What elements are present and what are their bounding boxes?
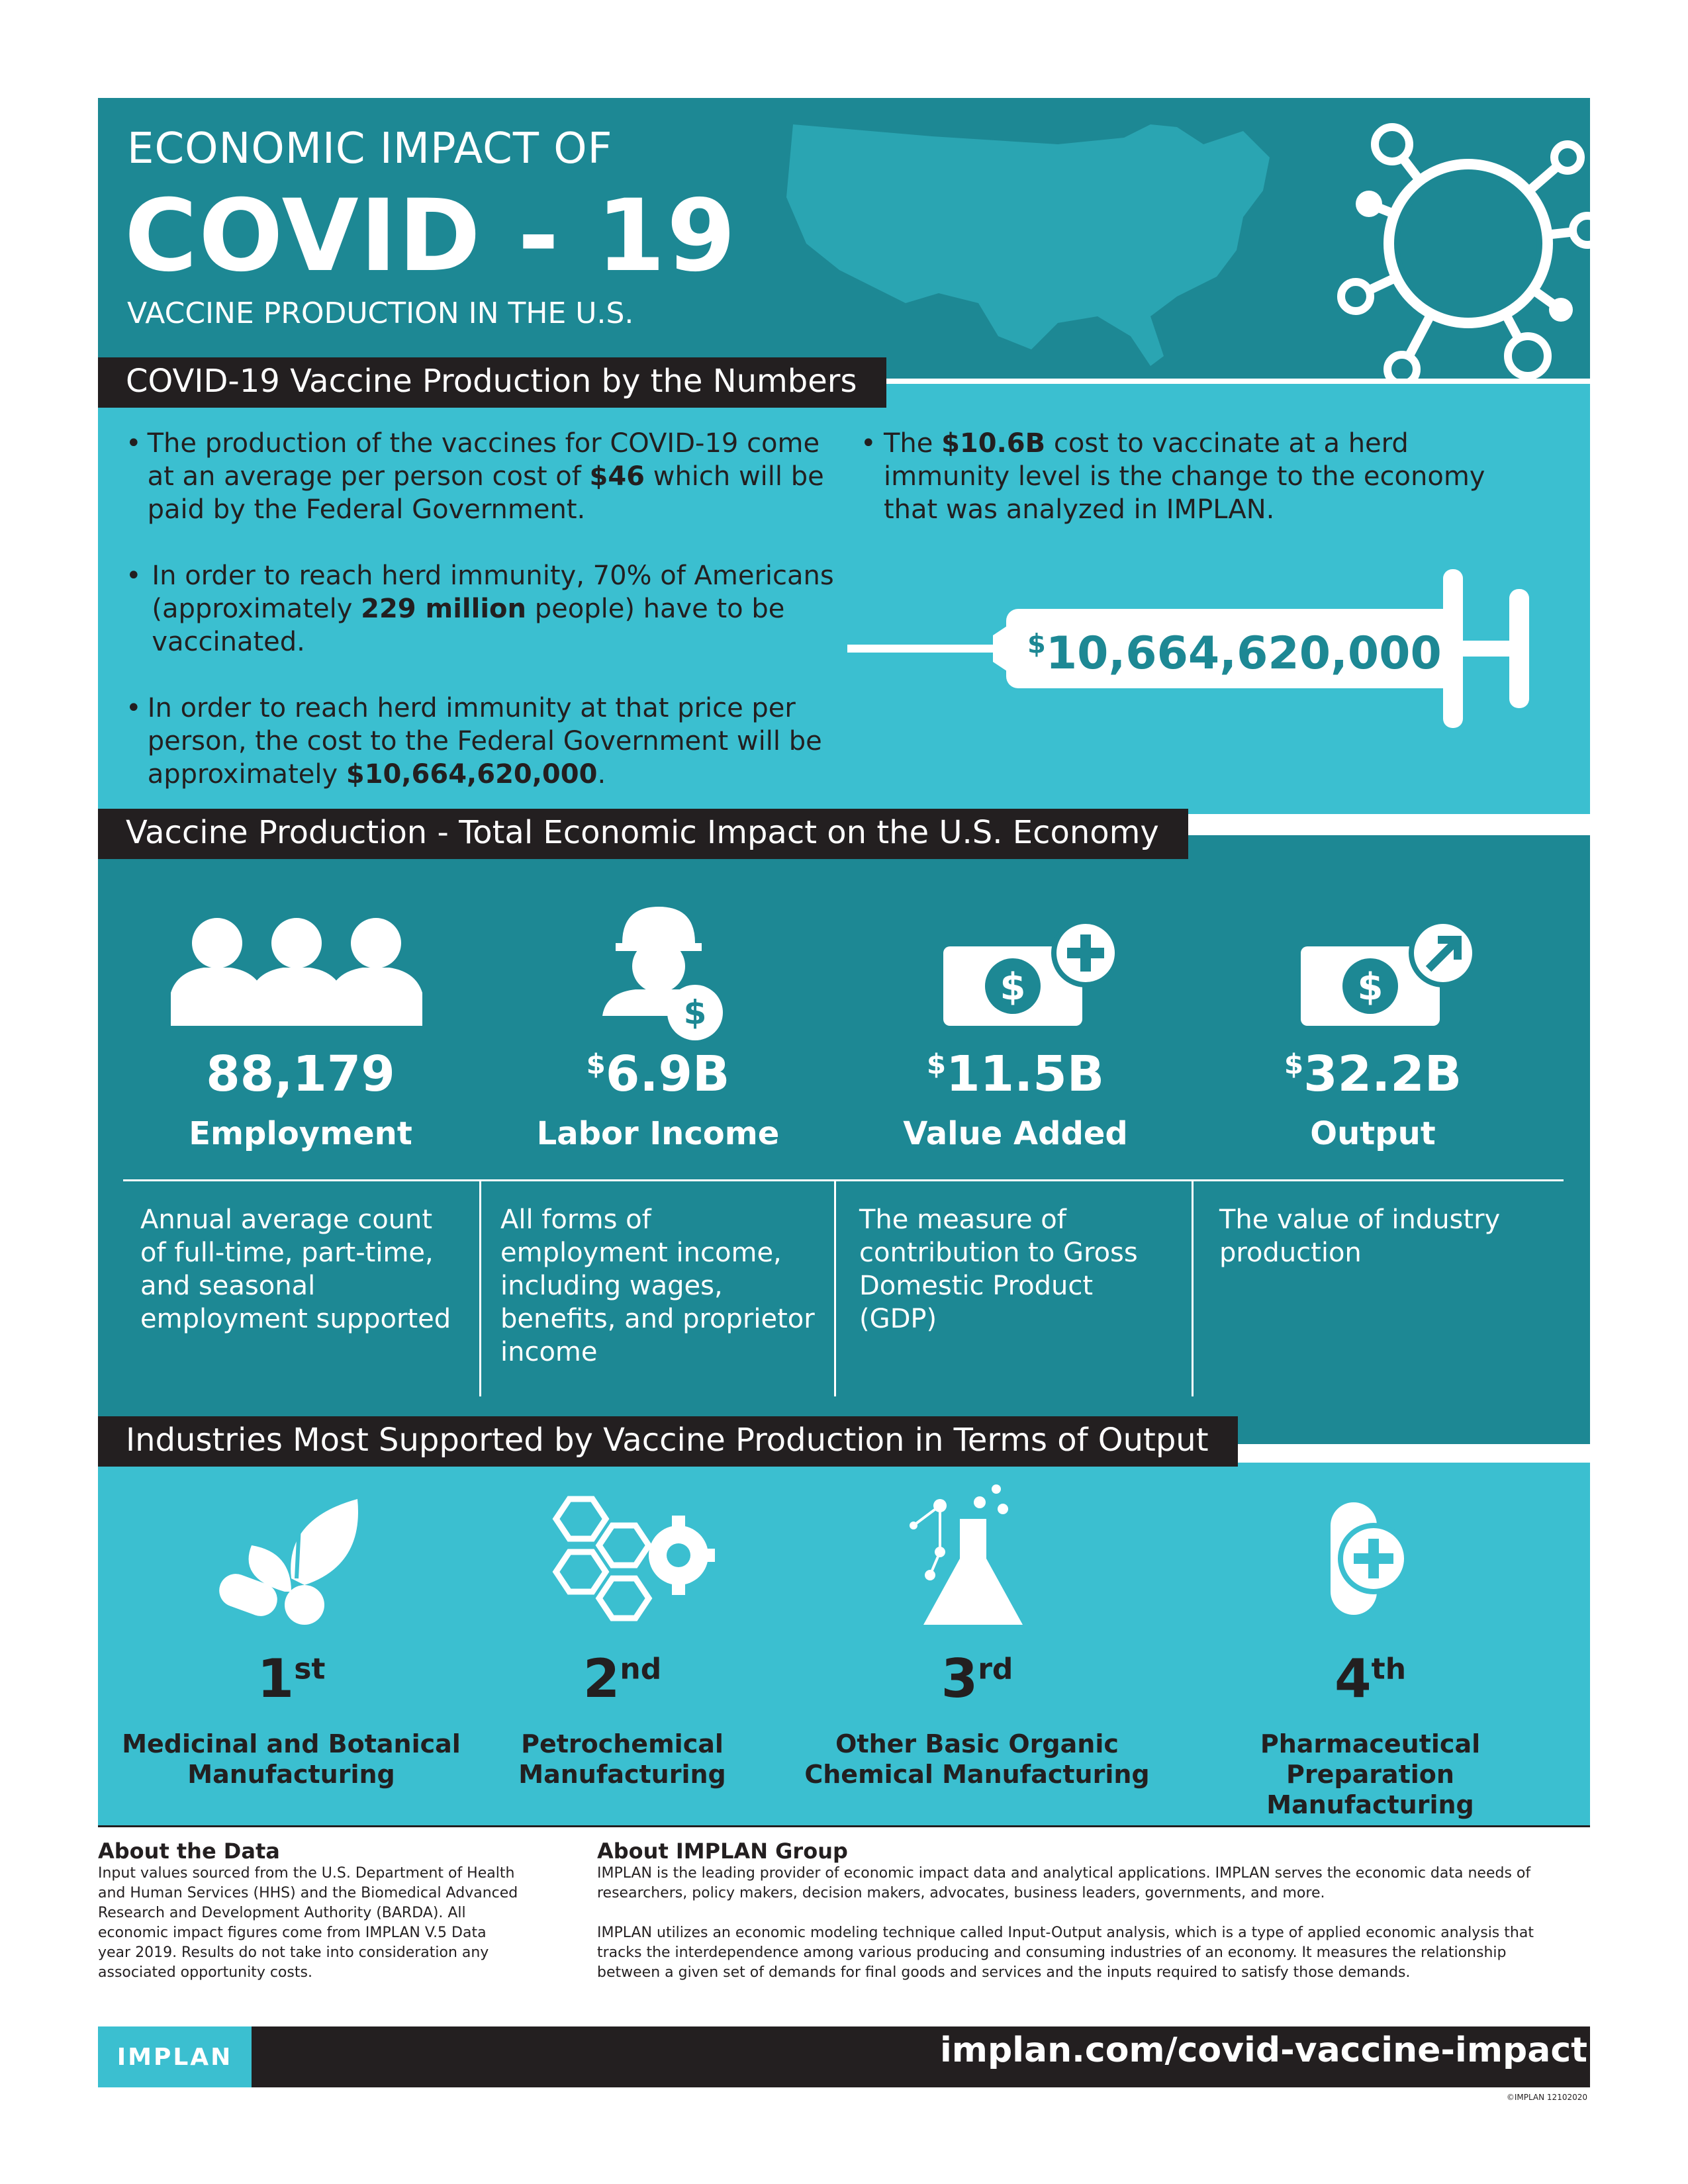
title-line2: COVID - 19 (124, 179, 737, 294)
hexagon-gear-icon (536, 1492, 715, 1625)
industry-name-line: Other Basic Organic (835, 1729, 1119, 1758)
industry-name-2 (437, 1729, 808, 1790)
bullet-bold: $10.6B (941, 428, 1046, 459)
bullet-bold: 229 million (361, 594, 527, 624)
industry-name-4 (1185, 1729, 1556, 1820)
divider (479, 1181, 481, 1396)
syringe-amount (1027, 627, 1442, 680)
flask-icon (900, 1479, 1033, 1631)
industry-name-line: Pharmaceutical Preparation (1260, 1729, 1481, 1789)
bullet-dot: • (126, 428, 142, 459)
metric-value-value-added (837, 1046, 1194, 1103)
economic-impact-heading: Vaccine Production - Total Economic Impact on the U.S. Economy (98, 809, 1188, 859)
rank-number: 1 (257, 1648, 295, 1709)
bullet-text: people) have to be vaccinated. (152, 594, 785, 657)
divider (1192, 1181, 1194, 1396)
bullet-text: . (597, 759, 606, 790)
rank-number: 4 (1334, 1648, 1372, 1709)
rank-1 (106, 1648, 477, 1709)
bullet-item (126, 692, 847, 791)
divider (123, 1179, 1564, 1181)
rank-suffix: rd (978, 1652, 1013, 1686)
bullet-dot: • (861, 428, 876, 459)
rank-suffix: nd (620, 1652, 662, 1686)
bullet-text: The production of the vaccines for COVID-19 come at an average per person cost of (147, 428, 820, 492)
metric-desc-value-added: The measure of contribution to Gross Domestic Product (GDP) (859, 1205, 1138, 1334)
divider (834, 1181, 836, 1396)
bullet-text: In order to reach herd immunity at that price per person, the cost to the Federal Government will be approximately (147, 693, 822, 790)
rank-suffix: st (294, 1652, 326, 1686)
amount-value: 10,664,620,000 (1045, 627, 1442, 680)
metric-label-labor-income: Labor Income (536, 1115, 780, 1152)
bullet-text: The (883, 428, 942, 459)
title-line1: ECONOMIC IMPACT OF (127, 124, 613, 173)
metric-label-output: Output (1310, 1115, 1436, 1152)
about-implan-paragraph: IMPLAN utilizes an economic modeling technique called Input-Output analysis, which is a type of applied economic analysis that tracks the interdependence among various producing and consuming industries of an economy. It measures the relationship between a given set of demands for final goods and services and the inputs required to satisfy those demands. (597, 1925, 1534, 1981)
virus-icon (1329, 98, 1590, 379)
worker-dollar-icon (596, 903, 728, 1042)
rank-number: 3 (941, 1648, 978, 1709)
industry-name-3 (792, 1729, 1162, 1790)
value: 11.5B (946, 1046, 1105, 1103)
bullet-item-right (861, 427, 1523, 526)
about-implan-paragraph: IMPLAN is the leading provider of economic impact data and analytical applications. IMPLAN serves the economic data needs of researchers, policy makers, decision makers, advocates, business leaders, governments, and more. (597, 1865, 1531, 1901)
about-data (98, 1839, 522, 1983)
people-icon (171, 913, 422, 1026)
rank-suffix: th (1371, 1652, 1407, 1686)
currency-symbol: $ (1284, 1048, 1304, 1081)
rank-2 (437, 1648, 808, 1709)
currency-symbol: $ (1027, 629, 1046, 660)
metric-label-employment: Employment (189, 1115, 412, 1152)
copyright: ©IMPLAN 12102020 (1506, 2093, 1587, 2102)
about-data-heading: About the Data (98, 1839, 280, 1864)
industry-name-line: Manufacturing (187, 1760, 395, 1789)
currency-symbol: $ (926, 1048, 947, 1081)
implan-logo: IMPLAN (98, 2026, 252, 2087)
us-map-icon (780, 118, 1283, 369)
header-banner (98, 98, 1590, 379)
pill-leaf-icon (212, 1492, 371, 1625)
money-plus-icon (940, 920, 1125, 1032)
numbers-heading: COVID-19 Vaccine Production by the Numbers (98, 357, 886, 408)
industry-name-line: Manufacturing (1266, 1790, 1474, 1819)
industry-name-line: Medicinal and Botanical (122, 1729, 461, 1758)
industry-name-1 (106, 1729, 477, 1790)
svg-text:$: $ (1000, 966, 1026, 1009)
footer-url-link[interactable]: implan.com/covid-vaccine-impact (939, 2030, 1587, 2070)
metric-value-labor-income (479, 1046, 837, 1103)
metric-value-employment (122, 1046, 479, 1103)
bullet-text: cost to vaccinate at a herd immunity level is the change to the economy that was analyzed in IMPLAN. (883, 428, 1485, 525)
about-data-text: Input values sourced from the U.S. Department of Health and Human Services (HHS) and the Biomedical Advanced Research and Development Authority (BARDA). All economic impact figures come from IMPLAN V.5 Data year 2019. Results do not take into consideration any associated opportunity costs. (98, 1865, 518, 1981)
about-implan-heading: About IMPLAN Group (597, 1839, 848, 1864)
svg-text:$: $ (683, 993, 707, 1032)
rank-3 (792, 1648, 1162, 1709)
bullet-text: which will be paid by the Federal Government. (147, 461, 824, 525)
industry-name-line: Manufacturing (518, 1760, 726, 1789)
about-implan (597, 1839, 1564, 1983)
subtitle: VACCINE PRODUCTION IN THE U.S. (127, 296, 634, 330)
metric-desc-employment: Annual average count of full-time, part-time, and seasonal employment supported (140, 1205, 451, 1334)
footer-rule (98, 1825, 1590, 1827)
bullet-list-left (126, 427, 847, 791)
bullet-dot: • (126, 693, 142, 723)
bullet-dot: • (126, 561, 142, 591)
industry-name-line: Petrochemical (521, 1729, 724, 1758)
value: 6.9B (605, 1046, 730, 1103)
bullet-item (126, 427, 847, 526)
bullet-bold: $10,664,620,000 (346, 759, 598, 790)
currency-symbol: $ (586, 1048, 606, 1081)
metric-desc-labor-income: All forms of employment income, including wages, benefits, and proprietor income (500, 1205, 815, 1367)
metric-value-output (1194, 1046, 1552, 1103)
industry-name-line: Chemical Manufacturing (804, 1760, 1150, 1789)
money-arrow-icon (1297, 920, 1483, 1032)
value: 88,179 (206, 1046, 395, 1103)
svg-text:$: $ (1357, 966, 1383, 1009)
metric-desc-output: The value of industry production (1219, 1205, 1501, 1268)
bullet-item (126, 559, 847, 659)
industries-heading: Industries Most Supported by Vaccine Production in Terms of Output (98, 1416, 1238, 1467)
bullet-text: In order to reach herd immunity, 70% of Americans (approximately (152, 561, 834, 624)
bullet-bold: $46 (589, 461, 645, 492)
metric-label-value-added: Value Added (903, 1115, 1128, 1152)
value: 32.2B (1303, 1046, 1462, 1103)
rank-4 (1185, 1648, 1556, 1709)
rank-number: 2 (583, 1648, 620, 1709)
capsule-cross-icon (1324, 1496, 1417, 1621)
